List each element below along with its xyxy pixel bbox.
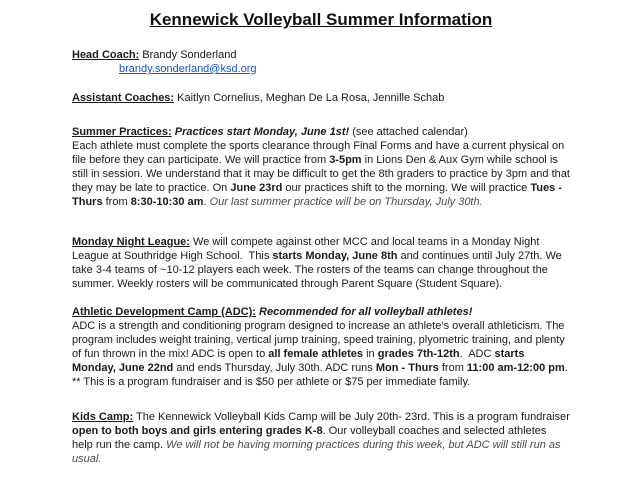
text-segment: . ADC	[459, 348, 495, 360]
section-heading: Athletic Development Camp (ADC):	[72, 306, 256, 318]
text-segment: from	[438, 362, 467, 374]
email-link[interactable]: brandy.sonderland@ksd.org	[119, 63, 257, 75]
paragraph	[72, 319, 570, 389]
text-segment: in	[363, 348, 378, 360]
text-segment: our practices shift to the morning. We will practice	[282, 182, 531, 194]
paragraph	[72, 91, 570, 105]
text-segment: and ends Thursday, July 30th. ADC runs	[173, 362, 376, 374]
section-summer-practices	[72, 125, 573, 209]
section-monday-night-league	[72, 235, 570, 291]
text-segment: Our last summer practice will be on Thursday, July 30th.	[209, 196, 483, 208]
text-segment: Tues - Thurs	[72, 182, 565, 208]
text-segment: in Lions Den & Aux Gym while school is still in session. We understand that it may be difficult to get the 8th graders to practice by 3pm and that they may be late to practice. On	[72, 154, 573, 194]
section-adc	[72, 305, 570, 389]
text-segment: grades 7th-12th	[377, 348, 460, 360]
text-segment: from	[102, 196, 131, 208]
text-segment: Brandy Sonderland	[139, 49, 237, 61]
text-segment: Recommended for all volleyball athletes!	[259, 306, 473, 318]
text-segment: and continues until July 27th. We take 3-4 teams of ~10-12 players each week. The rosters of the teams can change throughout the summer. Weekly rosters will be communicated through Parent Square (Student Square).	[72, 250, 565, 290]
text-segment: .	[203, 196, 210, 208]
text-segment: 11:00 am-12:00 pm	[466, 362, 565, 374]
text-segment: 8:30-10:30 am	[130, 196, 204, 208]
text-segment: Kaitlyn Cornelius, Meghan De La Rosa, Jennille Schab	[174, 92, 445, 104]
text-segment: We will not be having morning practices during this week, but ADC will still run as usual.	[72, 439, 564, 465]
section-heading: Summer Practices:	[72, 126, 172, 138]
text-segment: starts Monday, June 22nd	[72, 348, 528, 374]
text-segment: . Our volleyball coaches and selected athletes help run the camp.	[72, 425, 550, 451]
paragraph	[72, 235, 570, 291]
section-heading: Assistant Coaches:	[72, 92, 175, 104]
paragraph	[72, 410, 573, 466]
text-segment: ADC is a strength and conditioning program designed to increase an athlete’s overall athleticism. The program includes weight training, vertical jump training, speed training, plyometric training, and plenty of fun thrown in the mix! ADC is open to	[72, 320, 568, 360]
text-segment: The Kennewick Volleyball Kids Camp will be July 20th- 23rd. This is a program fundraiser	[133, 411, 573, 423]
section-kids-camp	[72, 410, 573, 466]
text-segment: June 23rd	[230, 182, 283, 194]
text-segment: all female athletes	[268, 348, 364, 360]
section-heading: Kids Camp:	[72, 411, 134, 423]
text-segment: . ** This is a program fundraiser and is $50 per athlete or $75 per immediate family.	[72, 362, 571, 388]
paragraph	[72, 139, 573, 209]
page-title: Kennewick Volleyball Summer Information	[149, 10, 493, 29]
text-segment: Practices start Monday, June 1st!	[174, 126, 350, 138]
section-head-coach	[72, 48, 570, 76]
text-segment: We will compete against other MCC and local teams in a Monday Night League at Southridge High School. This	[72, 236, 543, 262]
paragraph	[72, 62, 570, 76]
section-heading: Monday Night League:	[72, 236, 190, 248]
paragraph	[72, 125, 570, 139]
section-assistant-coaches	[72, 91, 570, 105]
paragraph	[72, 305, 570, 319]
text-segment: (see attached calendar)	[349, 126, 468, 138]
text-segment: Mon - Thurs	[375, 362, 439, 374]
text-segment: starts Monday, June 8th	[272, 250, 398, 262]
paragraph	[72, 48, 570, 62]
text-segment: open to both boys and girls entering grades K-8	[72, 425, 323, 437]
text-segment: 3-5pm	[329, 154, 362, 166]
section-heading: Head Coach:	[72, 49, 140, 61]
text-segment: Each athlete must complete the sports clearance through Final Forms and have a current physical on file before they can participate. We will practice from	[72, 140, 568, 166]
